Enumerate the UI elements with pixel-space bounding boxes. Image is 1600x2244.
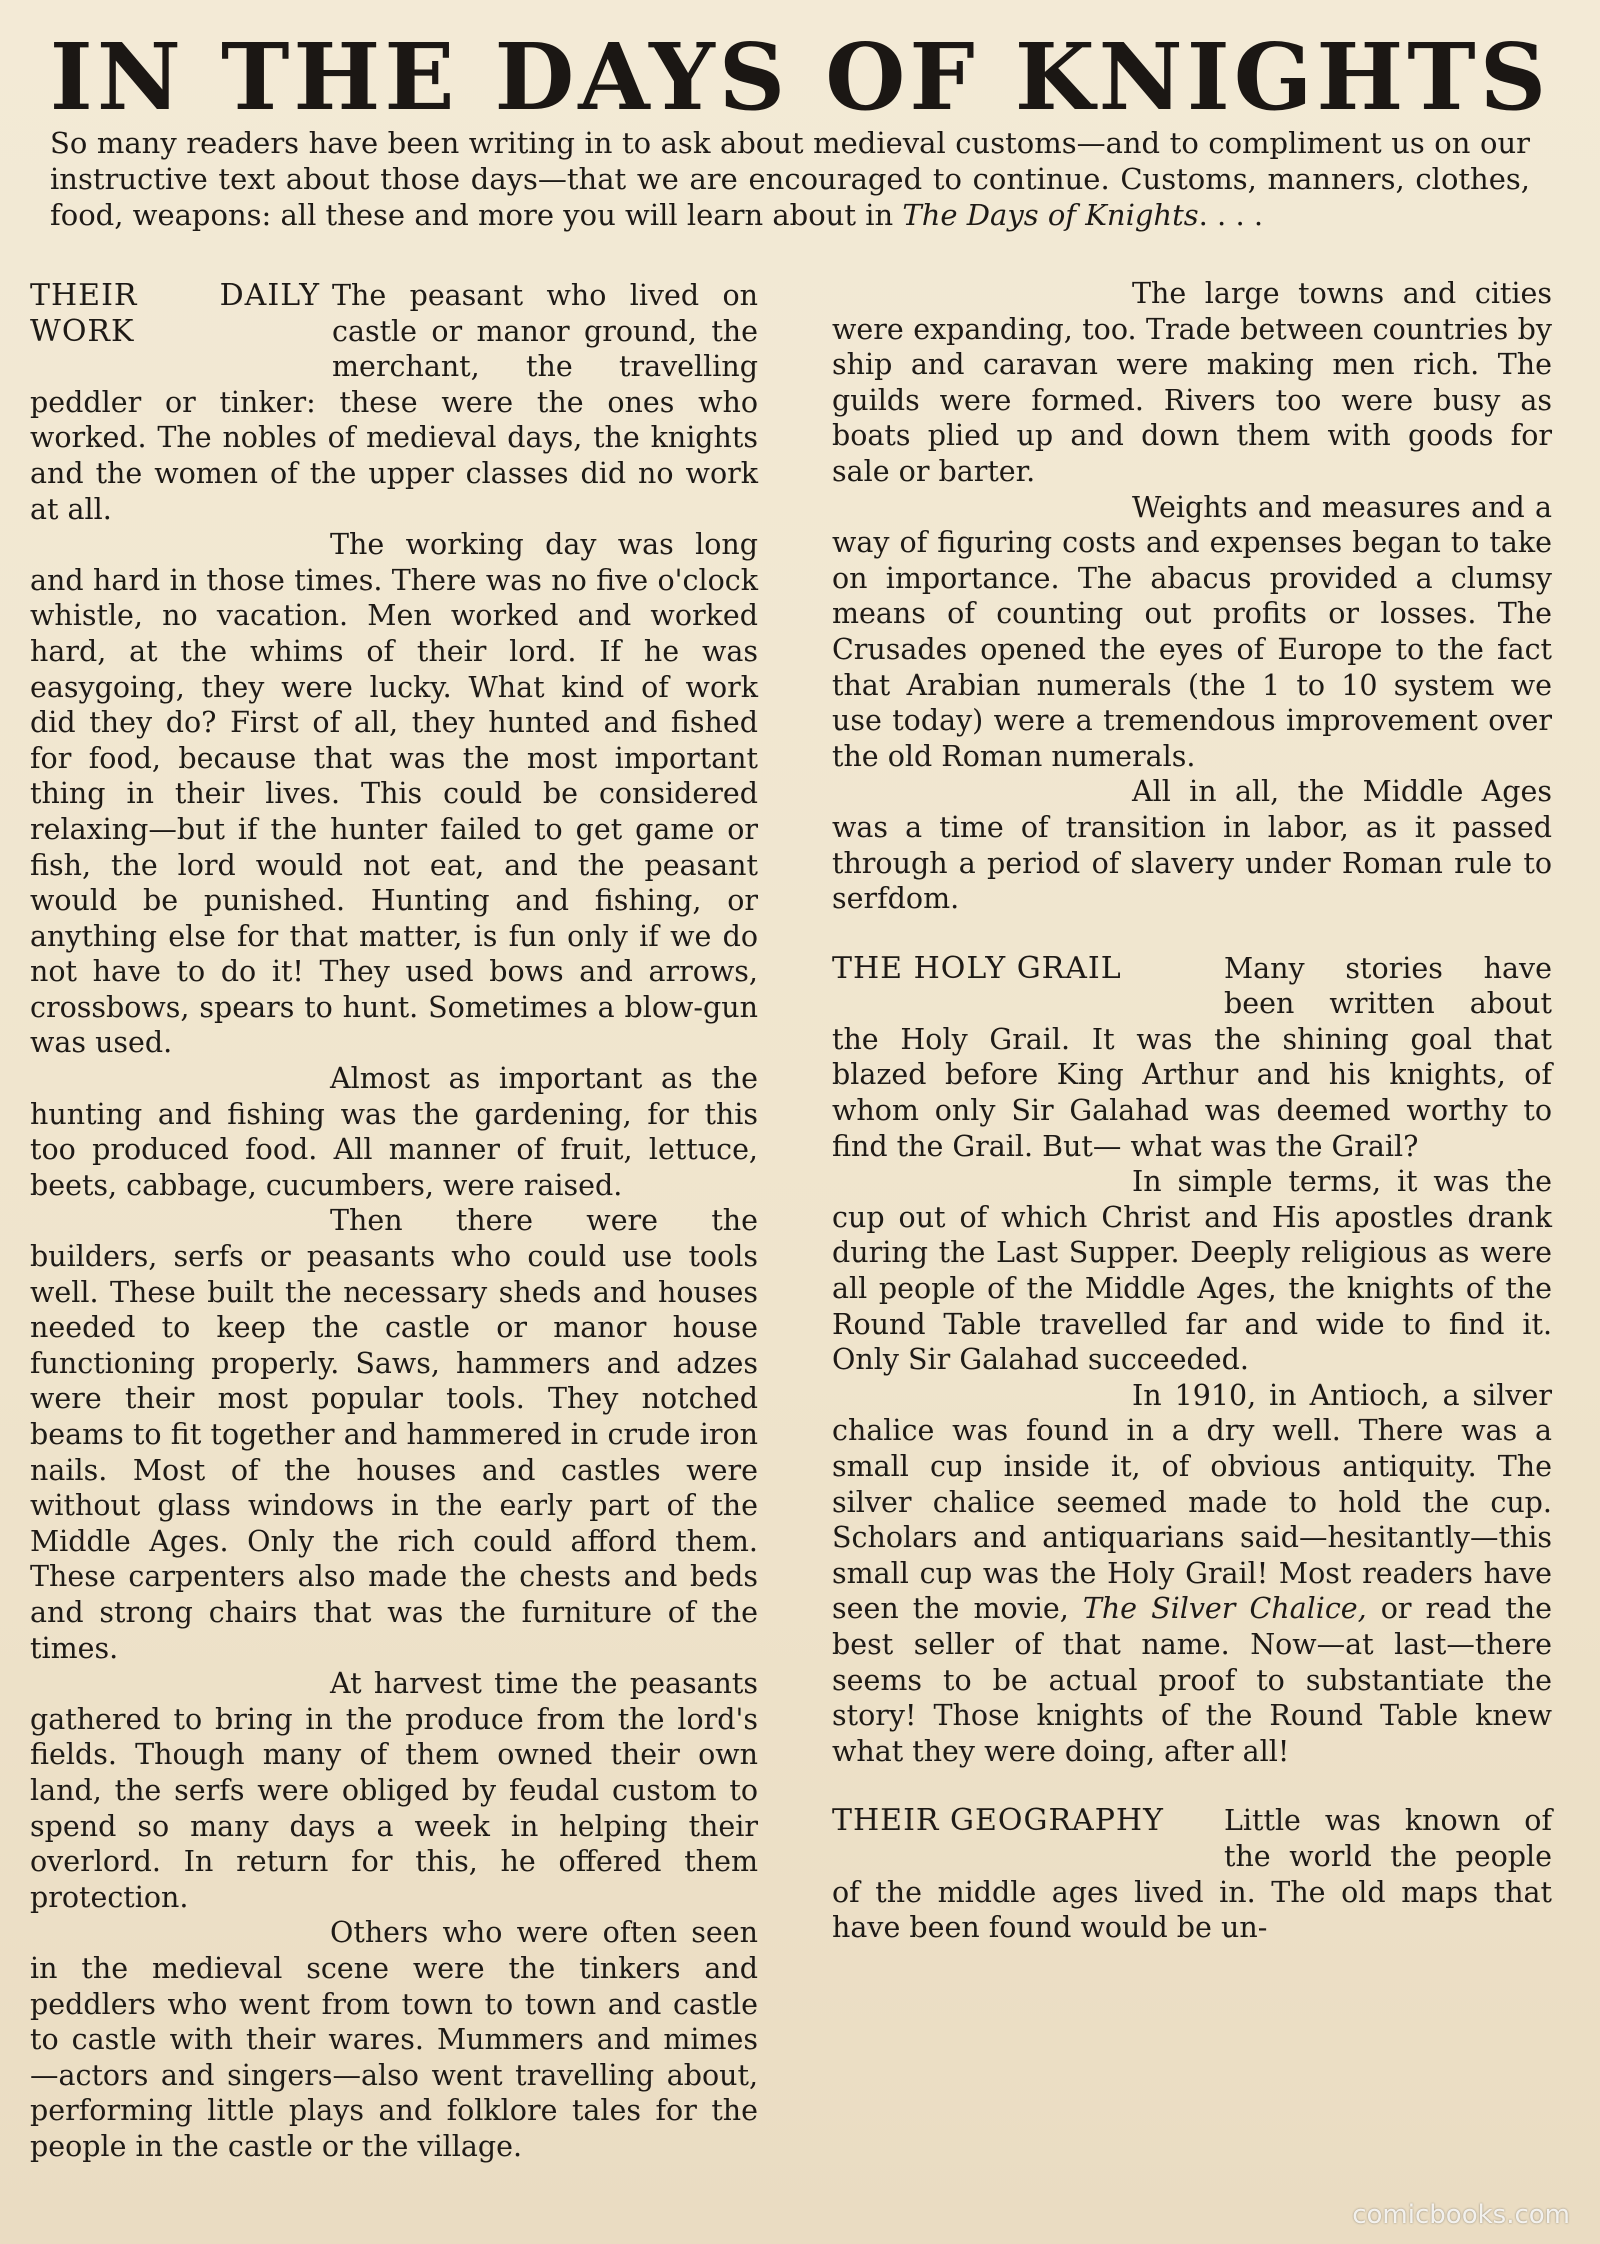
paragraph: All in all, the Middle Ages was a time of transition in labor, as it passed through a period of slavery under Roman rule to serfdom. — [832, 775, 1552, 916]
paragraph: The large towns and cities were expanding, too. Trade between countries by ship and caravan were making men rich. The guilds were formed. Rivers too were busy as boats plied up and down them with goods for sale or barter. — [832, 277, 1552, 488]
right-column — [832, 276, 1552, 1946]
paragraph: Others who were often seen in the medieval scene were the tinkers and peddlers who went from town to town and castle to castle with their wares. Mummers and mimes—actors and singers—also went travelling about, performing little plays and folklore tales for the people in the castle or the village. — [30, 1916, 758, 2163]
section-gap — [832, 1769, 1552, 1803]
watermark: comicbooks.com — [1352, 2200, 1570, 2230]
left-column — [30, 278, 758, 2164]
page-title: IN THE DAYS OF KNIGHTS — [49, 23, 1551, 131]
paragraph: Weights and measures and a way of figuring costs and expenses began to take on importance. The abacus provided a clumsy means of counting out profits or losses. The Crusades opened the eyes of Europe to the fact that Arabian numerals (the 1 to 10 system we use today) were a tremendous improvement over the old Roman numerals. — [832, 490, 1552, 773]
section-heading-geography: THEIR GEOGRAPHY — [832, 1803, 1164, 1839]
paragraph-text: or read the best seller of that name. Now—at last—there seems to be actual proof to substantiate the story! Those knights of the Round Table knew what they were doing, after all! — [832, 1592, 1552, 1768]
intro-text: So many readers have been writing in to ask about medieval customs—and to compliment us on our instructive text about those days—that we are encouraged to continue. Customs, manners, clothes, food, weapons: all these and more you will learn about in — [50, 126, 1530, 232]
paragraph — [832, 1378, 1552, 1770]
section-heading-holy-grail: THE HOLY GRAIL — [832, 950, 1122, 986]
section-gap — [832, 917, 1552, 951]
paragraph: The working day was long and hard in those times. There was no five o'clock whistle, no vacation. Men worked and worked hard, at the whims of their lord. If he was easygoing, they were lucky. What kind of work did they do? First of all, they hunted and fished for food, because that was the most important thing in their lives. This could be considered relaxing—but if the hunter failed to get game or fish, the lord would not eat, and the peasant would be punished. Hunting and fishing, or anything else for that matter, is fun only if we do not have to do it! They used bows and arrows, crossbows, spears to hunt. Sometimes a blow-gun was used. — [30, 528, 758, 1060]
intro-italic: The Days of Knights — [902, 198, 1199, 232]
paragraph: The peasant who lived on castle or manor ground, the merchant, the travelling peddler or tinker: these were the ones who worked. The nobles of medieval days, the knights and the women of the upper classes did no work at all. — [30, 279, 758, 526]
paragraph-text: In 1910, in Antioch, a silver chalice was found in a dry well. There was a small cup inside it, of obvious antiquity. The silver chalice seemed made to hold the cup. Scholars and antiquarians said—hesitantly—this small cup was the Holy Grail! Most readers have seen the movie, — [832, 1378, 1552, 1626]
intro-end: . . . . — [1198, 198, 1264, 232]
paragraph: Little was known of the world the people of the middle ages lived in. The old maps that have been found would be un- — [832, 1804, 1552, 1945]
paragraph: Many stories have been written about the Holy Grail. It was the shining goal that blazed before King Arthur and his knights, of whom only Sir Galahad was deemed worthy to find the Grail. But— what was the Grail? — [832, 951, 1552, 1163]
paragraph: Then there were the builders, serfs or peasants who could use tools well. These built the necessary sheds and houses needed to keep the castle or manor house functioning properly. Saws, hammers and adzes were their most popular tools. They notched beams to fit together and hammered in crude iron nails. Most of the houses and castles were without glass windows in the early part of the Middle Ages. Only the rich could afford them. These carpenters also made the chests and beds and strong chairs that was the furniture of the times. — [30, 1204, 758, 1665]
paragraph: In simple terms, it was the cup out of which Christ and His apostles drank during the Last Supper. Deeply religious as were all people of the Middle Ages, the knights of the Round Table travelled far and wide to find it. Only Sir Galahad succeeded. — [832, 1165, 1552, 1377]
movie-title: The Silver Chalice, — [1082, 1592, 1367, 1626]
intro-paragraph — [50, 125, 1530, 233]
paragraph: Almost as important as the hunting and fishing was the gardening, for this too produced food. All manner of fruit, lettuce, beets, cabbage, cucumbers, were raised. — [30, 1062, 758, 1202]
paragraph: At harvest time the peasants gathered to bring in the produce from the lord's fields. Though many of them owned their own land, the serfs were obliged by feudal custom to spend so many days a week in helping their overlord. In return for this, he offered them protection. — [30, 1667, 758, 1914]
section-heading-daily-work: THEIR DAILY WORK — [30, 278, 320, 349]
